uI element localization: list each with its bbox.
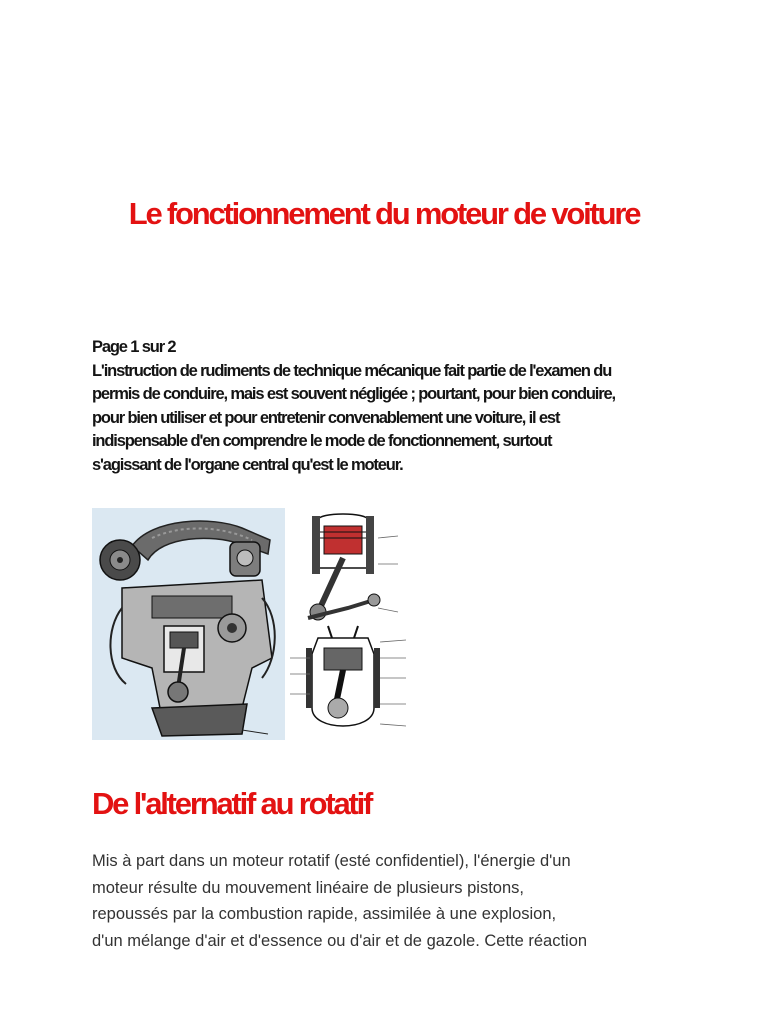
paragraph-line: moteur résulte du mouvement linéaire de plusieurs pistons, xyxy=(92,878,524,897)
section-paragraph xyxy=(92,848,692,954)
intro-paragraph xyxy=(92,336,692,477)
paragraph-line: d'un mélange d'air et d'essence ou d'air et de gazole. Cette réaction xyxy=(92,931,588,950)
piston-drawing xyxy=(288,508,418,740)
engine-drawing xyxy=(92,508,285,740)
piston-diagram-image xyxy=(288,508,418,740)
paragraph-line: Mis à part dans un moteur rotatif (esté confidentiel), l'énergie d'un xyxy=(92,852,571,870)
engine-cutaway-image xyxy=(92,508,285,740)
page-indicator: Page 1 sur 2 xyxy=(92,338,176,356)
intro-line: L'instruction de rudiments de technique mécanique fait partie de l'examen du xyxy=(92,361,612,380)
intro-line: permis de conduire, mais est souvent négligée ; pourtant, pour bien conduire, xyxy=(92,385,615,403)
intro-line: s'agissant de l'organe central qu'est le moteur. xyxy=(92,455,403,474)
section-heading: De l'alternatif au rotatif xyxy=(92,786,372,821)
intro-line: pour bien utiliser et pour entretenir convenablement une voiture, il est xyxy=(92,408,560,427)
paragraph-line: repoussés par la combustion rapide, assimilée à une explosion, xyxy=(92,905,557,923)
page-title: Le fonctionnement du moteur de voiture xyxy=(128,196,640,231)
intro-line: indispensable d'en comprendre le mode de fonctionnement, surtout xyxy=(92,432,552,450)
